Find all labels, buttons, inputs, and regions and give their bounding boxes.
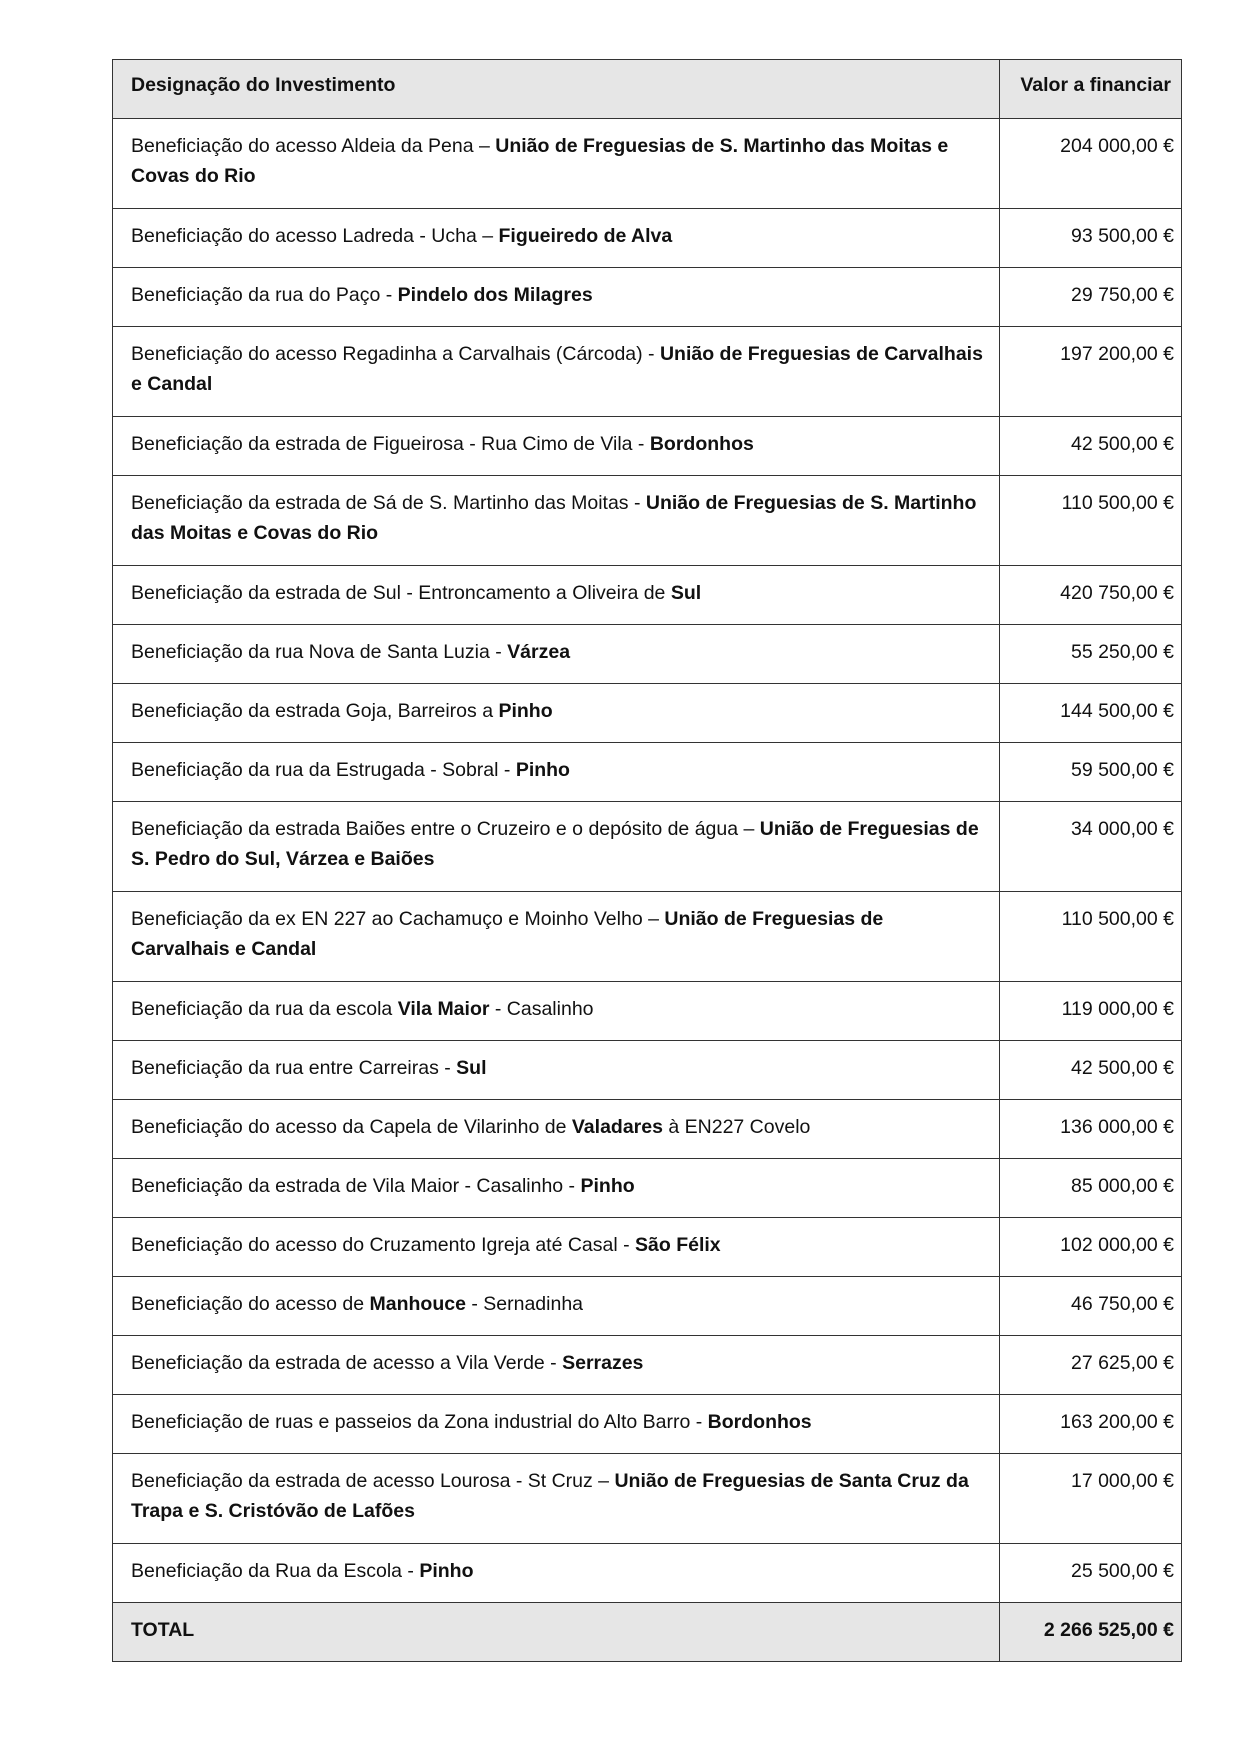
row-designation xyxy=(113,476,1000,566)
row-designation xyxy=(113,743,1000,802)
designation-text: Beneficiação da rua da escola xyxy=(131,998,398,1020)
row-designation xyxy=(113,1454,1000,1544)
row-designation xyxy=(113,1041,1000,1100)
parish-name: Valadares xyxy=(571,1116,663,1138)
designation-text: Beneficiação da rua Nova de Santa Luzia - xyxy=(131,641,508,663)
parish-name: Vila Maior xyxy=(397,998,490,1020)
table-row xyxy=(113,684,1182,743)
row-designation xyxy=(113,625,1000,684)
designation-text: Beneficiação da estrada de acesso a Vila Verde - xyxy=(131,1352,563,1374)
designation-text: Beneficiação da estrada Goja, Barreiros a xyxy=(131,700,499,722)
table-row xyxy=(113,119,1182,209)
designation-suffix: - Casalinho xyxy=(489,998,594,1020)
row-value: 42 500,00 € xyxy=(1000,1041,1182,1100)
table-row xyxy=(113,417,1182,476)
designation-text: Beneficiação da estrada Baiões entre o Cruzeiro e o depósito de água – xyxy=(131,818,760,840)
row-designation xyxy=(113,892,1000,982)
row-designation xyxy=(113,684,1000,743)
table-row xyxy=(113,1159,1182,1218)
designation-text: Beneficiação da estrada de Sul - Entroncamento a Oliveira de xyxy=(131,582,671,604)
designation-text: Beneficiação da rua do Paço - xyxy=(131,284,398,306)
parish-name: Pinho xyxy=(580,1175,635,1197)
designation-text: Beneficiação da Rua da Escola - xyxy=(131,1560,420,1582)
row-designation xyxy=(113,982,1000,1041)
parish-name: Várzea xyxy=(507,641,571,663)
designation-suffix: - Sernadinha xyxy=(465,1293,584,1315)
designation-text: Beneficiação da estrada de Vila Maior - Casalinho - xyxy=(131,1175,581,1197)
designation-text: Beneficiação da estrada de acesso Lourosa - St Cruz – xyxy=(131,1470,615,1492)
table-row xyxy=(113,1336,1182,1395)
row-value: 25 500,00 € xyxy=(1000,1544,1182,1603)
parish-name: União de Freguesias de S. Pedro do Sul, Várzea e Baiões xyxy=(131,818,979,870)
row-value: 163 200,00 € xyxy=(1000,1395,1182,1454)
row-value: 197 200,00 € xyxy=(1000,327,1182,417)
row-value: 420 750,00 € xyxy=(1000,566,1182,625)
row-designation xyxy=(113,1159,1000,1218)
row-designation xyxy=(113,1100,1000,1159)
parish-name: Pinho xyxy=(419,1560,474,1582)
parish-name: Bordonhos xyxy=(707,1411,812,1433)
parish-name: União de Freguesias de S. Martinho das Moitas e Covas do Rio xyxy=(131,492,977,544)
parish-name: São Félix xyxy=(635,1234,721,1256)
table-row xyxy=(113,1454,1182,1544)
row-value: 119 000,00 € xyxy=(1000,982,1182,1041)
designation-text: Beneficiação da ex EN 227 ao Cachamuço e Moinho Velho – xyxy=(131,908,665,930)
parish-name: Sul xyxy=(456,1057,487,1079)
row-designation xyxy=(113,1336,1000,1395)
row-value: 55 250,00 € xyxy=(1000,625,1182,684)
parish-name: Pindelo dos Milagres xyxy=(397,284,593,306)
table-row xyxy=(113,1218,1182,1277)
table-row xyxy=(113,743,1182,802)
parish-name: Serrazes xyxy=(562,1352,644,1374)
row-designation xyxy=(113,1218,1000,1277)
table-row xyxy=(113,1041,1182,1100)
table-row xyxy=(113,1544,1182,1603)
table-body xyxy=(113,119,1182,1603)
parish-name: Sul xyxy=(670,582,702,604)
table-row xyxy=(113,476,1182,566)
table-header-row xyxy=(113,60,1182,119)
row-value: 59 500,00 € xyxy=(1000,743,1182,802)
row-value: 144 500,00 € xyxy=(1000,684,1182,743)
table-row xyxy=(113,1277,1182,1336)
total-row xyxy=(113,1603,1182,1662)
row-value: 34 000,00 € xyxy=(1000,802,1182,892)
designation-text: Beneficiação do acesso Aldeia da Pena – xyxy=(131,135,496,157)
table-row xyxy=(113,209,1182,268)
table-row xyxy=(113,566,1182,625)
header-value: Valor a financiar xyxy=(1000,60,1182,119)
row-value: 17 000,00 € xyxy=(1000,1454,1182,1544)
row-value: 93 500,00 € xyxy=(1000,209,1182,268)
table-row xyxy=(113,625,1182,684)
row-value: 29 750,00 € xyxy=(1000,268,1182,327)
parish-name: Figueiredo de Alva xyxy=(498,225,673,247)
designation-text: Beneficiação do acesso Regadinha a Carvalhais (Cárcoda) - xyxy=(131,343,660,365)
designation-text: Beneficiação de ruas e passeios da Zona industrial do Alto Barro - xyxy=(131,1411,708,1433)
table-row xyxy=(113,982,1182,1041)
row-value: 27 625,00 € xyxy=(1000,1336,1182,1395)
designation-text: Beneficiação da rua da Estrugada - Sobral - xyxy=(131,759,516,781)
designation-suffix: à EN227 Covelo xyxy=(662,1116,811,1138)
row-designation xyxy=(113,1395,1000,1454)
row-value: 102 000,00 € xyxy=(1000,1218,1182,1277)
row-value: 204 000,00 € xyxy=(1000,119,1182,209)
parish-name: União de Freguesias de Carvalhais e Candal xyxy=(131,343,983,395)
row-designation xyxy=(113,802,1000,892)
row-designation xyxy=(113,1277,1000,1336)
row-value: 110 500,00 € xyxy=(1000,476,1182,566)
designation-text: Beneficiação do acesso Ladreda - Ucha – xyxy=(131,225,499,247)
row-designation xyxy=(113,1544,1000,1603)
parish-name: Pinho xyxy=(515,759,570,781)
row-designation xyxy=(113,268,1000,327)
parish-name: União de Freguesias de S. Martinho das Moitas e Covas do Rio xyxy=(131,135,949,187)
total-label: TOTAL xyxy=(113,1603,1000,1662)
row-designation xyxy=(113,417,1000,476)
row-value: 42 500,00 € xyxy=(1000,417,1182,476)
designation-text: Beneficiação do acesso do Cruzamento Igreja até Casal - xyxy=(131,1234,636,1256)
row-value: 136 000,00 € xyxy=(1000,1100,1182,1159)
designation-text: Beneficiação da estrada de Sá de S. Martinho das Moitas - xyxy=(131,492,646,514)
investment-table xyxy=(112,59,1182,1662)
table-row xyxy=(113,802,1182,892)
table-row xyxy=(113,1100,1182,1159)
total-value: 2 266 525,00 € xyxy=(1000,1603,1182,1662)
table-row xyxy=(113,1395,1182,1454)
parish-name: Bordonhos xyxy=(649,433,754,455)
header-designation: Designação do Investimento xyxy=(113,60,1000,119)
designation-text: Beneficiação do acesso de xyxy=(131,1293,370,1315)
designation-text: Beneficiação da estrada de Figueirosa - Rua Cimo de Vila - xyxy=(131,433,650,455)
parish-name: União de Freguesias de Santa Cruz da Trapa e S. Cristóvão de Lafões xyxy=(131,1470,969,1522)
table-row xyxy=(113,892,1182,982)
row-designation xyxy=(113,209,1000,268)
row-value: 110 500,00 € xyxy=(1000,892,1182,982)
row-designation xyxy=(113,119,1000,209)
designation-text: Beneficiação do acesso da Capela de Vilarinho de xyxy=(131,1116,572,1138)
designation-text: Beneficiação da rua entre Carreiras - xyxy=(131,1057,457,1079)
row-value: 85 000,00 € xyxy=(1000,1159,1182,1218)
row-designation xyxy=(113,327,1000,417)
row-designation xyxy=(113,566,1000,625)
table-row xyxy=(113,268,1182,327)
table-row xyxy=(113,327,1182,417)
parish-name: Manhouce xyxy=(369,1293,466,1315)
row-value: 46 750,00 € xyxy=(1000,1277,1182,1336)
parish-name: União de Freguesias de Carvalhais e Candal xyxy=(131,908,884,960)
parish-name: Pinho xyxy=(498,700,553,722)
